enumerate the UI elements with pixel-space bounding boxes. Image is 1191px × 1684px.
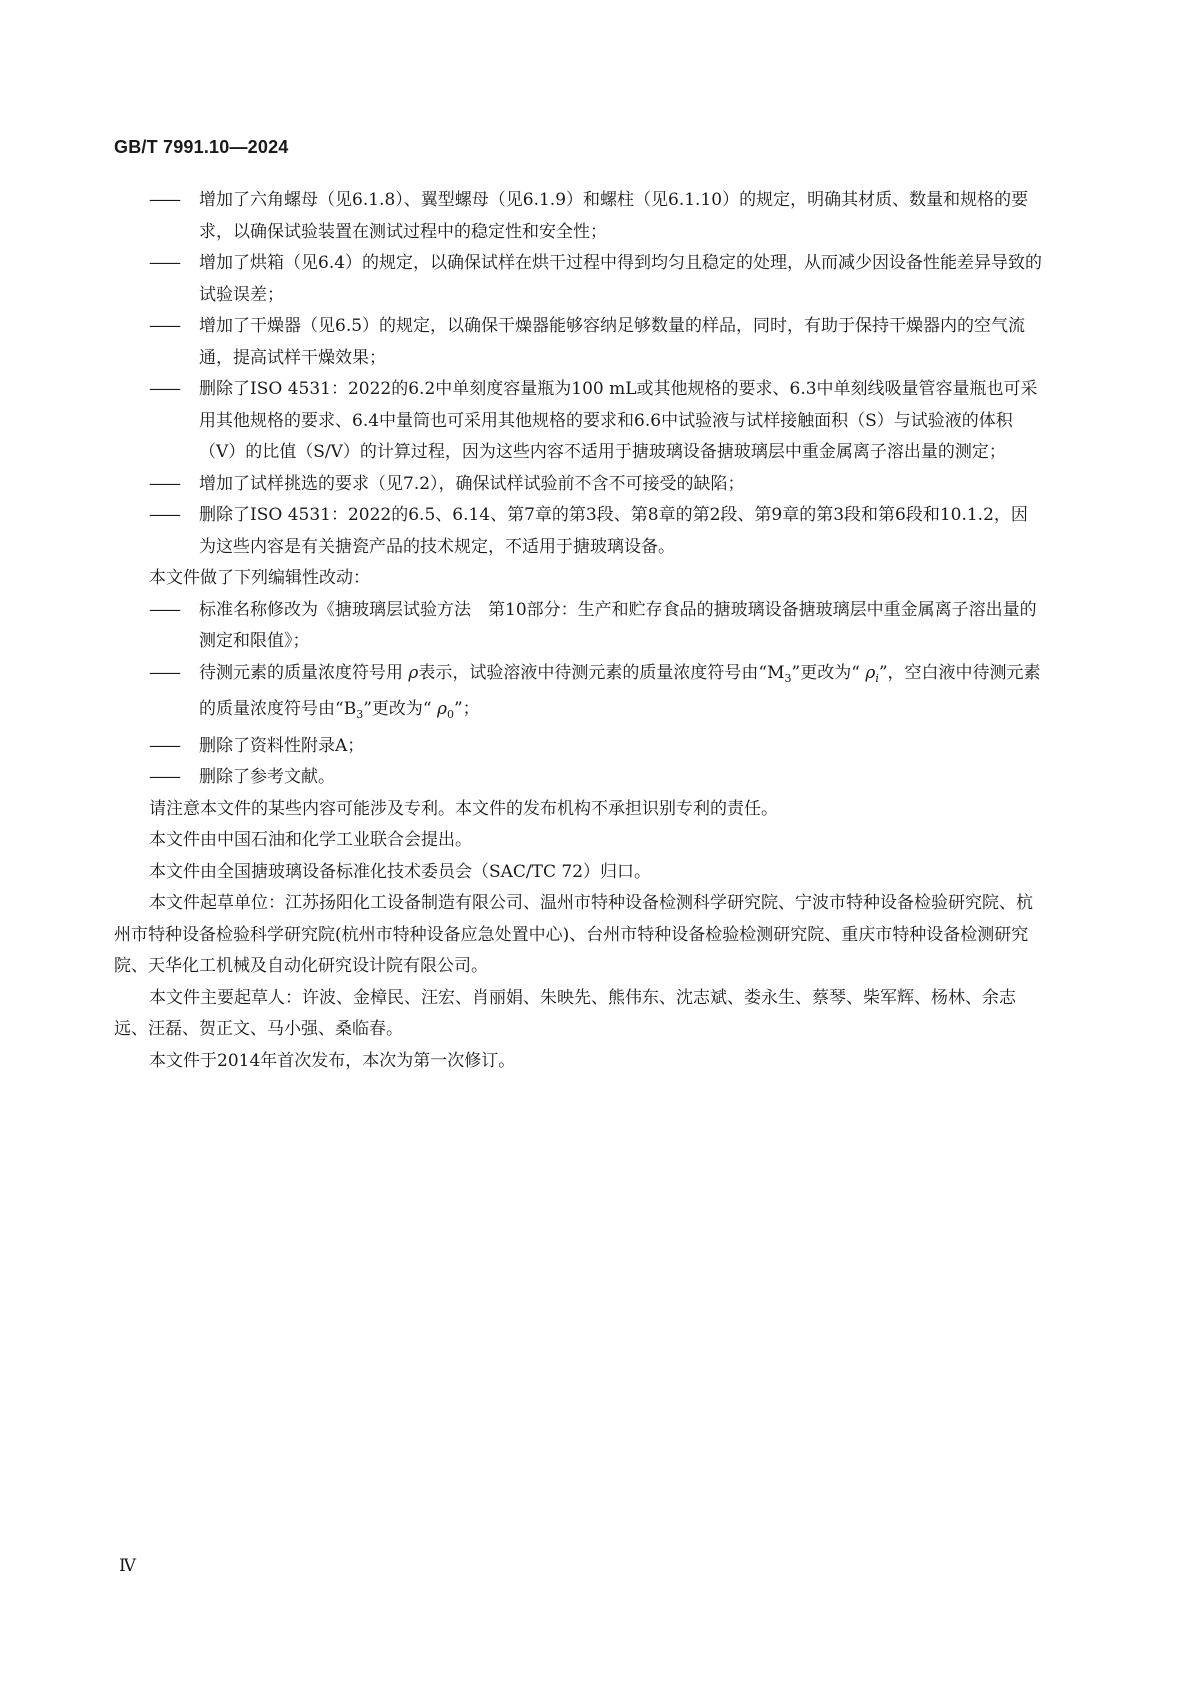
list-item xyxy=(114,658,1044,731)
list-item-text: 标准名称修改为《搪玻璃层试验方法 第10部分：生产和贮存食品的搪玻璃设备搪玻璃层中重金属离子溶出量的测定和限值》； xyxy=(199,599,1037,651)
dash-marker: —— xyxy=(149,379,179,399)
list-item xyxy=(114,595,1044,658)
list-item xyxy=(114,311,1044,374)
list-item-text: 增加了烘箱（见6.4）的规定，以确保试样在烘干过程中得到均匀且稳定的处理，从而减少因设备性能差异导致的试验误差； xyxy=(199,253,1043,305)
list-item-text: 增加了六角螺母（见6.1.8）、翼型螺母（见6.1.9）和螺柱（见6.1.10）的规定，明确其材质、数量和规格的要求，以确保试验装置在测试过程中的稳定性和安全性； xyxy=(199,190,1029,242)
list-item xyxy=(114,469,1044,501)
text-fragment: ”更改为“ xyxy=(791,662,866,683)
list-item-text: 删除了参考文献。 xyxy=(199,767,335,787)
dash-marker: —— xyxy=(149,316,179,336)
list-item-text: 增加了试样挑选的要求（见7.2），确保试样试验前不含不可接受的缺陷； xyxy=(199,473,745,494)
subscript: 3 xyxy=(784,671,792,685)
list-item xyxy=(114,185,1044,248)
drafting-units: 本文件起草单位：江苏扬阳化工设备制造有限公司、温州市特种设备检测科学研究院、宁波市特种设备检验研究院、杭州市特种设备检验科学研究院(杭州市特种设备应急处置中心)、台州市特种设备检验检测研究院、重庆市特种设备检测研究院、天华化工机械及自动化研究设计院有限公司。 xyxy=(114,893,1033,976)
dash-marker: —— xyxy=(149,767,179,787)
list-item-text: 删除了资料性附录A； xyxy=(199,735,365,756)
list-item xyxy=(114,731,1044,763)
text-fragment: ”更改为“ xyxy=(363,699,437,719)
text-fragment: 表示，试验溶液中待测元素的质量浓度符号由“M xyxy=(418,662,785,683)
text-fragment: 待测元素的质量浓度符号用 xyxy=(199,662,409,683)
publication-history: 本文件于2014年首次发布，本次为第一次修订。 xyxy=(149,1050,516,1071)
subscript: 0 xyxy=(446,708,454,721)
dash-marker: —— xyxy=(149,662,179,683)
rho-i-symbol: ρ xyxy=(865,662,876,683)
text-fragment: ”，空白液中待测元素的质量浓度符号由“B xyxy=(199,662,1041,719)
rho-symbol: ρ xyxy=(408,662,419,683)
committee-statement: 本文件由全国搪玻璃设备标准化技术委员会（SAC/TC 72）归口。 xyxy=(149,861,652,882)
editorial-intro: 本文件做了下列编辑性改动： xyxy=(149,568,370,588)
dash-marker: —— xyxy=(149,253,179,273)
proposer-statement: 本文件由中国石油和化学工业联合会提出。 xyxy=(149,830,472,850)
subscript: i xyxy=(875,671,879,685)
dash-marker: —— xyxy=(149,505,179,525)
page-number: Ⅳ xyxy=(119,1556,136,1576)
dash-marker: —— xyxy=(149,473,179,494)
list-item xyxy=(114,374,1044,469)
list-item-text: 删除了ISO 4531：2022的6.5、6.14、第7章的第3段、第8章的第2段、第9章的第3段和第6段和10.1.2，因为这些内容是有关搪瓷产品的技术规定，不适用于搪玻璃设备。 xyxy=(199,505,1028,557)
list-item-text: 删除了ISO 4531：2022的6.2中单刻度容量瓶为100 mL或其他规格的要求、6.3中单刻线吸量管容量瓶也可采用其他规格的要求、6.4中量筒也可采用其他规格的要求和6.6中试验液与试样接触面积（S）与试验液的体积（V）的比值（S/V）的计算过程，因为这些内容不适用于搪玻璃设备搪玻璃层中重金属离子溶出量的测定； xyxy=(199,379,1038,462)
text-fragment: ”； xyxy=(453,699,480,719)
list-item-text: 增加了干燥器（见6.5）的规定，以确保干燥器能够容纳足够数量的样品，同时，有助于保持干燥器内的空气流通，提高试样干燥效果； xyxy=(199,316,1026,368)
dash-marker: —— xyxy=(149,190,179,210)
subscript: 3 xyxy=(356,708,364,721)
list-item xyxy=(114,248,1044,311)
drafters: 本文件主要起草人：许波、金樟民、汪宏、肖丽娟、朱映先、熊伟东、沈志斌、娄永生、蔡琴、柴军辉、杨林、余志远、汪磊、贺正文、马小强、桑临春。 xyxy=(114,987,1016,1039)
dash-marker: —— xyxy=(149,599,179,620)
dash-marker: —— xyxy=(149,735,179,756)
list-item-text xyxy=(199,663,1041,720)
document-body xyxy=(114,185,1044,1077)
rho-0-symbol: ρ xyxy=(436,699,447,719)
list-item xyxy=(114,500,1044,563)
list-item xyxy=(114,762,1044,794)
patent-notice: 请注意本文件的某些内容可能涉及专利。本文件的发布机构不承担识别专利的责任。 xyxy=(149,798,778,819)
standard-number-header: GB/T 7991.10—2024 xyxy=(114,137,289,157)
